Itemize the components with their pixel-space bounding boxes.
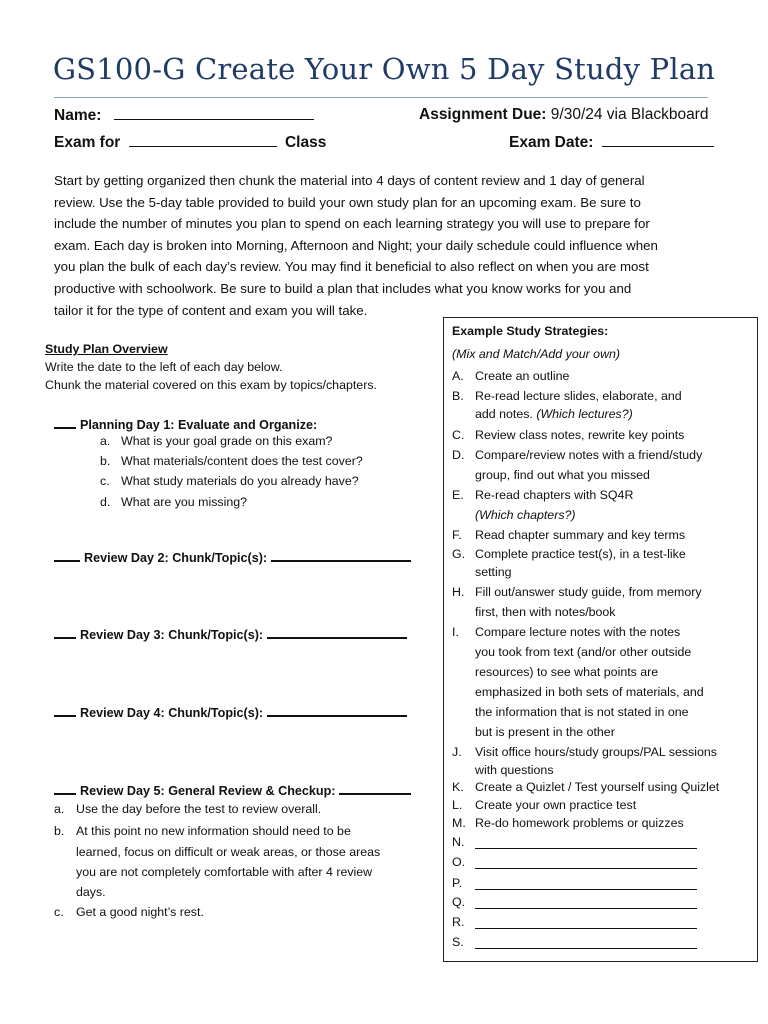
strategy-letter: K. [452,780,464,794]
overview-line: Chunk the material covered on this exam by topics/chapters. [45,378,377,392]
strategy-text: Create your own practice test [475,798,637,812]
overview-heading: Study Plan Overview [45,342,168,356]
day5-item-line: you are not completely comfortable with after 4 review [76,865,373,879]
strategy-letter: E. [452,488,464,502]
page-title: GS100-G Create Your Own 5 Day Study Plan [52,52,716,86]
strategy-text: Fill out/answer study guide, from memory [475,585,702,599]
day5-item: Get a good night’s rest. [76,905,204,919]
day3-title: Review Day 3: Chunk/Topic(s): [80,628,264,642]
day1-item: What materials/content does the test cover? [121,454,363,468]
strategy-letter: I. [452,625,459,639]
day1-item: What is your goal grade on this exam? [121,434,333,448]
day2-title: Review Day 2: Chunk/Topic(s): [84,551,268,565]
strategy-letter: O. [452,855,466,869]
strategy-letter: N. [452,835,465,849]
class-label: Class [284,134,327,151]
day1-date-field[interactable] [54,417,76,429]
strategy-text: Re-do homework problems or quizzes [475,816,684,830]
day2-heading [54,550,411,565]
strategy-text: you took from text (and/or other outside [475,645,692,659]
strategy-blank-line[interactable] [475,835,697,849]
strategy-letter: G. [452,547,466,561]
strategy-text: first, then with notes/book [475,605,616,619]
exam-date-field[interactable] [602,133,714,147]
strategy-letter: S. [452,935,464,949]
day5-item-line: learned, focus on difficult or weak areas, or those areas [76,845,381,859]
strategy-text [475,407,633,421]
name-row [54,106,314,125]
name-label: Name: [54,107,102,124]
day5-field[interactable] [339,783,411,795]
strategy-letter: B. [452,389,464,403]
day5-item-line: At this point no new information should need to be [76,824,351,838]
day5-item-letter: b. [54,824,65,838]
strategy-text: Review class notes, rewrite key points [475,428,685,442]
strategy-letter: H. [452,585,465,599]
strategy-text: Create an outline [475,369,570,383]
strategy-letter: R. [452,915,465,929]
strategy-blank-line[interactable] [475,895,697,909]
day5-item-letter: c. [54,905,64,919]
strategy-letter: F. [452,528,462,542]
strategy-letter: J. [452,745,462,759]
day4-heading [54,705,407,720]
day3-date-field[interactable] [54,627,76,639]
title-divider [54,97,708,98]
day1-item: What study materials do you already have? [121,474,359,488]
strategy-blank-line[interactable] [475,855,697,869]
intro-line: review. Use the 5-day table provided to build your own study plan for an upcoming exam. Be sure to [54,194,641,210]
strategy-text: emphasized in both sets of materials, and [475,685,704,699]
day1-item-letter: d. [100,495,111,509]
day5-item-line: days. [76,885,106,899]
day5-item-letter: a. [54,802,65,816]
day4-title: Review Day 4: Chunk/Topic(s): [80,706,264,720]
exam-date-row [509,133,714,152]
exam-date-label: Exam Date: [509,134,594,151]
assignment-due-row [419,106,708,124]
strategy-letter: M. [452,816,466,830]
day1-item: What are you missing? [121,495,248,509]
strategy-letter: P. [452,876,463,890]
strategy-text-part: add notes. [475,407,533,421]
strategy-text: (Which chapters?) [475,508,576,522]
strategy-text: Complete practice test(s), in a test-like [475,547,686,561]
day2-topic-field[interactable] [271,550,411,562]
strategy-text: Re-read chapters with SQ4R [475,488,634,502]
strategy-text: resources) to see what points are [475,665,659,679]
strategies-subheading: (Mix and Match/Add your own) [452,347,621,361]
intro-line: you plan the bulk of each day’s review. You may find it beneficial to also reflect on when you are most [54,259,649,275]
assignment-due-value: 9/30/24 via Blackboard [550,106,709,123]
day1-title: Planning Day 1: Evaluate and Organize: [80,418,318,432]
strategy-letter: D. [452,448,465,462]
strategy-letter: L. [452,798,463,812]
strategy-text: Compare/review notes with a friend/study [475,448,703,462]
day1-item-letter: c. [100,474,110,488]
intro-line: tailor it for the type of content and exam you will take. [54,302,368,318]
day1-item-letter: a. [100,434,111,448]
strategy-text: setting [475,565,512,579]
strategy-blank-line[interactable] [475,935,697,949]
strategy-letter: C. [452,428,465,442]
strategy-blank-line[interactable] [475,876,697,890]
intro-line: exam. Each day is broken into Morning, Afternoon and Night; your daily schedule could influence when [54,237,658,253]
day5-item: Use the day before the test to review overall. [76,802,322,816]
day4-topic-field[interactable] [267,705,407,717]
strategy-text: Read chapter summary and key terms [475,528,686,542]
day5-title: Review Day 5: General Review & Checkup: [80,784,336,798]
exam-for-label: Exam for [54,134,121,151]
day2-date-field[interactable] [54,550,80,562]
strategy-letter: A. [452,369,464,383]
strategy-letter: Q. [452,895,466,909]
intro-line: productive with schoolwork. Be sure to build a plan that includes what you know works for you and [54,280,632,296]
assignment-due-label: Assignment Due: [419,106,547,123]
strategy-text: with questions [475,763,554,777]
day5-date-field[interactable] [54,783,76,795]
overview-line: Write the date to the left of each day below. [45,360,283,374]
day3-heading [54,627,407,642]
day3-topic-field[interactable] [267,627,407,639]
day5-heading [54,783,411,798]
exam-for-field[interactable] [129,133,277,147]
day4-date-field[interactable] [54,705,76,717]
strategies-heading: Example Study Strategies: [452,324,609,338]
intro-line: Start by getting organized then chunk the material into 4 days of content review and 1 day of general [54,173,645,188]
intro-line: include the number of minutes you plan to spend on each learning strategy you will use to prepare for [54,216,650,232]
day1-heading [54,417,317,432]
strategy-text: Visit office hours/study groups/PAL sessions [475,745,717,759]
strategy-text: Re-read lecture slides, elaborate, and [475,389,682,403]
strategy-text: group, find out what you missed [475,468,650,482]
exam-for-row [54,133,326,152]
day1-item-letter: b. [100,454,111,468]
strategy-blank-line[interactable] [475,915,697,929]
strategy-text: Create a Quizlet / Test yourself using Quizlet [475,780,720,794]
strategy-text-italic: (Which lectures?) [536,407,633,421]
name-field[interactable] [114,106,314,120]
strategy-text: but is present in the other [475,725,615,739]
strategy-text: Compare lecture notes with the notes [475,625,681,639]
intro-paragraph [54,170,714,321]
strategy-text: the information that is not stated in one [475,705,689,719]
